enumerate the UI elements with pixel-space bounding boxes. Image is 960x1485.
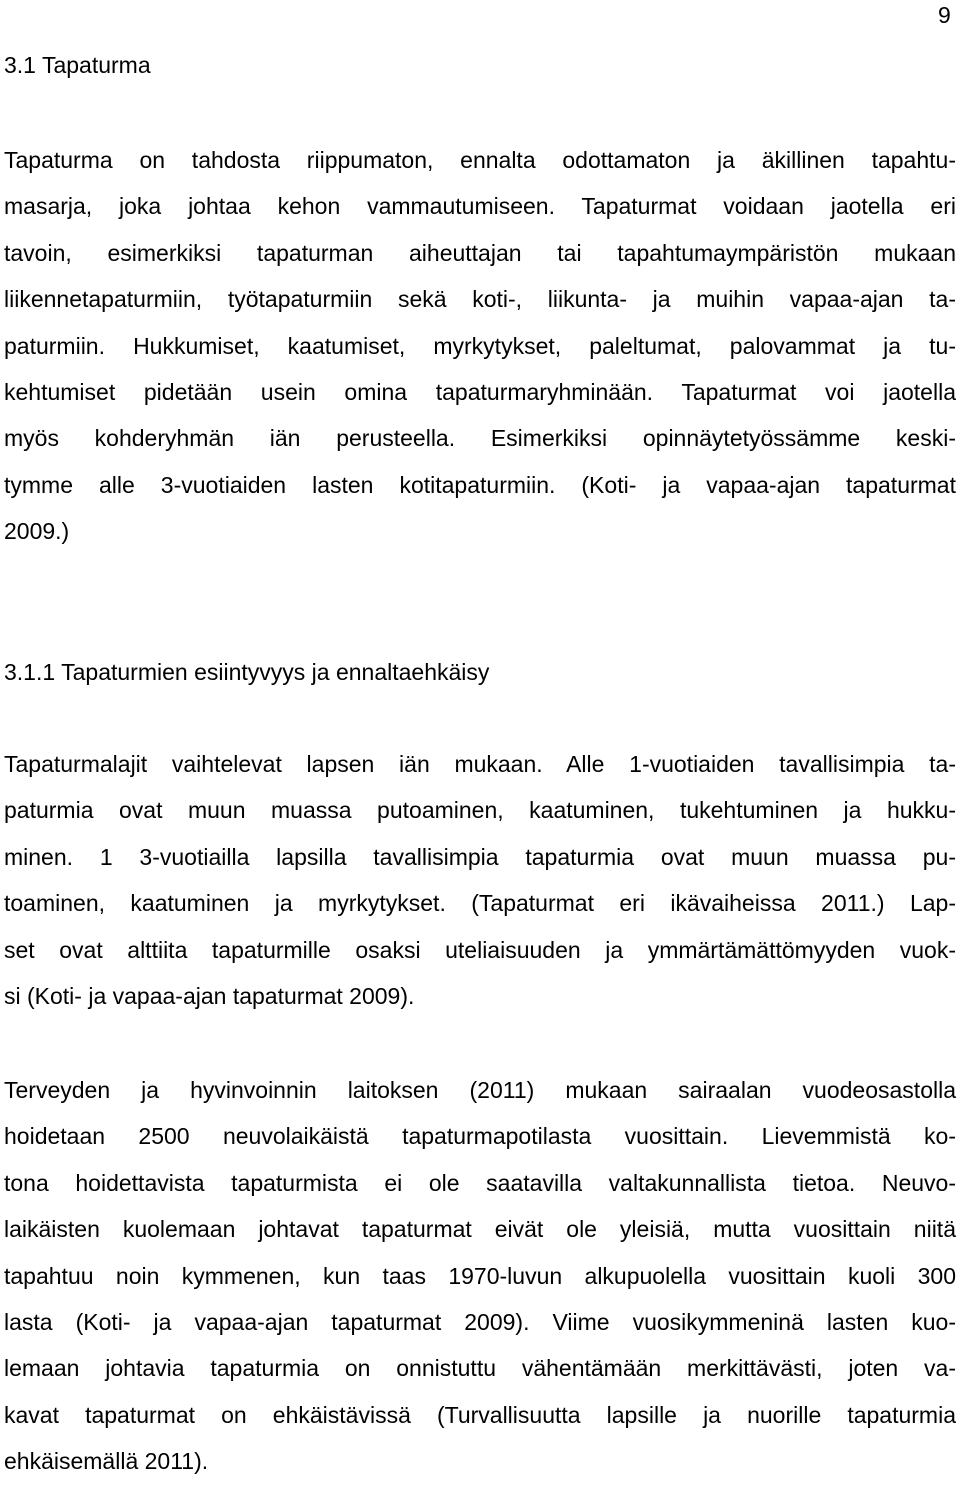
paragraph-line: ehkäisemällä 2011). — [4, 1448, 209, 1475]
paragraph-line: lemaan johtavia tapaturmia on onnistuttu vähentämään merkittävästi, joten va- — [4, 1355, 956, 1382]
paragraph-line: kehtumiset pidetään usein omina tapaturmaryhminään. Tapaturmat voi jaotella — [4, 378, 956, 405]
paragraph-line: Tapaturmalajit vaihtelevat lapsen iän mukaan. Alle 1-vuotiaiden tavallisimpia ta- — [4, 751, 956, 777]
subsection-heading: 3.1.1 Tapaturmien esiintyvyys ja ennaltaehkäisy — [4, 659, 490, 685]
paragraph-line: tymme alle 3-vuotiaiden lasten kotitapaturmiin. (Koti- ja vapaa-ajan tapaturmat — [4, 471, 956, 498]
paragraph-line: myös kohderyhmän iän perusteella. Esimerkiksi opinnäytetyössämme keski- — [4, 425, 956, 452]
page-number: 9 — [938, 2, 951, 28]
paragraph-line: paturmia ovat muun muassa putoaminen, kaatuminen, tukehtuminen ja hukku- — [4, 797, 956, 824]
paragraph-line: minen. 1 3-vuotiailla lapsilla tavallisimpia tapaturmia ovat muun muassa pu- — [4, 843, 956, 870]
section-heading: 3.1 Tapaturma — [4, 52, 151, 78]
subsection-paragraph-1 — [4, 741, 956, 1019]
paragraph-line: toaminen, kaatuminen ja myrkytykset. (Tapaturmat eri ikävaiheissa 2011.) Lap- — [4, 890, 956, 917]
paragraph-line: tona hoidettavista tapaturmista ei ole saatavilla valtakunnallista tietoa. Neuvo- — [4, 1169, 956, 1196]
paragraph-line: laikäisten kuolemaan johtavat tapaturmat eivät ole yleisiä, mutta vuosittain niitä — [4, 1216, 956, 1243]
subsection-paragraph-2 — [4, 1067, 956, 1485]
section-paragraph — [4, 137, 956, 555]
paragraph-line: Terveyden ja hyvinvoinnin laitoksen (2011) mukaan sairaalan vuodeosastolla — [4, 1077, 956, 1103]
paragraph-line: 2009.) — [4, 518, 70, 545]
paragraph-line: liikennetapaturmiin, työtapaturmiin sekä koti-, liikunta- ja muihin vapaa-ajan ta- — [4, 286, 956, 313]
paragraph-line: set ovat alttiita tapaturmille osaksi uteliaisuuden ja ymmärtämättömyyden vuok- — [4, 936, 956, 963]
paragraph-line: si (Koti- ja vapaa-ajan tapaturmat 2009). — [4, 982, 415, 1009]
paragraph-line: paturmiin. Hukkumiset, kaatumiset, myrkytykset, paleltumat, palovammat ja tu- — [4, 332, 956, 359]
paragraph-line: tapahtuu noin kymmenen, kun taas 1970-luvun alkupuolella vuosittain kuoli 300 — [4, 1262, 956, 1289]
paragraph-line: kavat tapaturmat on ehkäistävissä (Turvallisuutta lapsille ja nuorille tapaturmia — [4, 1401, 956, 1428]
paragraph-line: lasta (Koti- ja vapaa-ajan tapaturmat 2009). Viime vuosikymmeninä lasten kuo- — [4, 1308, 956, 1335]
paragraph-line: Tapaturma on tahdosta riippumaton, ennalta odottamaton ja äkillinen tapahtu- — [4, 147, 956, 173]
paragraph-line: hoidetaan 2500 neuvolaikäistä tapaturmapotilasta vuosittain. Lievemmistä ko- — [4, 1123, 956, 1150]
paragraph-line: masarja, joka johtaa kehon vammautumiseen. Tapaturmat voidaan jaotella eri — [4, 193, 956, 220]
paragraph-line: tavoin, esimerkiksi tapaturman aiheuttajan tai tapahtumaympäristön mukaan — [4, 239, 956, 266]
